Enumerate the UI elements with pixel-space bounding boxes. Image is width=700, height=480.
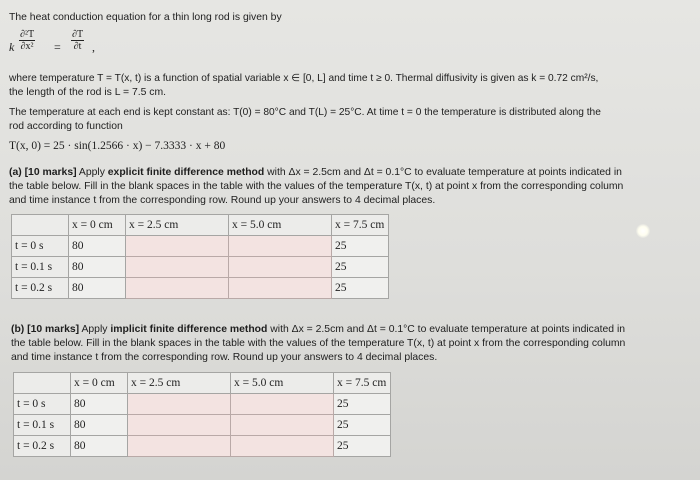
part-b-marks: (b) [10 marks]: [11, 324, 80, 335]
table-a-blank-cell[interactable]: [229, 236, 332, 257]
part-a-rest: with Δx = 2.5cm and Δt = 0.1°C to evaluate temperature at points indicated in: [264, 167, 622, 178]
part-b-rest: with Δx = 2.5cm and Δt = 0.1°C to evaluate temperature at points indicated in: [267, 324, 626, 335]
table-row: [14, 394, 391, 415]
table-b-blank-cell[interactable]: [128, 415, 231, 436]
equation-k: k: [9, 40, 15, 54]
table-row: [14, 415, 391, 436]
table-b-row-label: t = 0.1 s: [14, 415, 71, 436]
part-a-line-2: the table below. Fill in the blank spaces in the table with the values of the temperature T(x, t) at point x from the corresponding column: [9, 181, 624, 192]
definition-line-2: the length of the rod is L = 7.5 cm.: [9, 87, 167, 98]
table-b-row-label: t = 0.2 s: [14, 436, 71, 457]
table-a-corner: [12, 215, 69, 236]
table-a-cell-x0: 80: [69, 257, 126, 278]
part-a-method: explicit finite difference method: [107, 167, 265, 178]
part-b-line-2: the table below. Fill in the blank spaces in the table with the values of the temperature T(x, t) at point x from the corresponding column: [11, 338, 626, 349]
equation-comma: ,: [92, 40, 95, 54]
intro-text: The heat conduction equation for a thin long rod is given by: [9, 12, 282, 23]
equation-rhs-numerator: ∂T: [72, 29, 84, 40]
table-a-header-x0: x = 0 cm: [69, 215, 126, 236]
boundary-line-1: The temperature at each end is kept constant as: T(0) = 80°C and T(L) = 25°C. At time t = 0 the temperature is distributed along the: [9, 107, 601, 118]
table-b-cell-x75: 25: [334, 415, 391, 436]
table-b-blank-cell[interactable]: [128, 436, 231, 457]
table-b-cell-x0: 80: [71, 436, 128, 457]
table-b-corner: [14, 373, 71, 394]
initial-function: T(x, 0) = 25 · sin(1.2566 · x) − 7.3333 · x + 80: [9, 140, 226, 152]
table-a-cell-x75: 25: [332, 257, 389, 278]
table-row: [12, 257, 389, 278]
table-b-cell-x0: 80: [71, 415, 128, 436]
table-a-blank-cell[interactable]: [229, 257, 332, 278]
table-a-cell-x0: 80: [69, 236, 126, 257]
table-b-cell-x75: 25: [334, 436, 391, 457]
table-b-blank-cell[interactable]: [128, 394, 231, 415]
table-b-header-x50: x = 5.0 cm: [231, 373, 334, 394]
table-a-header-x50: x = 5.0 cm: [229, 215, 332, 236]
table-b-blank-cell[interactable]: [231, 394, 334, 415]
table-row: [12, 236, 389, 257]
table-row: [12, 278, 389, 299]
part-b-apply: Apply: [79, 324, 111, 335]
part-b-line-1: [11, 323, 625, 336]
table-b-header-row: [14, 373, 391, 394]
part-b-line-3: and time instance t from the corresponding row. Round up your answers to 4 decimal places.: [11, 352, 438, 363]
table-b-row-label: t = 0 s: [14, 394, 71, 415]
table-b-header-x75: x = 7.5 cm: [334, 373, 391, 394]
equation-equals: =: [54, 40, 61, 54]
equation-lhs-fraction: [19, 29, 35, 52]
light-glare: [636, 224, 650, 238]
table-a-cell-x75: 25: [332, 278, 389, 299]
table-a-cell-x75: 25: [332, 236, 389, 257]
table-b-cell-x0: 80: [71, 394, 128, 415]
table-a-cell-x0: 80: [69, 278, 126, 299]
part-b-method: implicit finite difference method: [110, 324, 268, 335]
equation-rhs-fraction: [71, 29, 84, 52]
table-a-row-label: t = 0.2 s: [12, 278, 69, 299]
table-a: [11, 214, 389, 299]
equation-lhs-numerator: ∂²T: [20, 29, 35, 40]
boundary-line-2: rod according to function: [9, 121, 123, 132]
part-a-line-1: [9, 166, 622, 179]
table-b: [13, 372, 391, 457]
part-a-line-3: and time instance t from the corresponding row. Round up your answers to 4 decimal places.: [9, 195, 436, 206]
part-a-marks: (a) [10 marks]: [9, 167, 77, 178]
table-row: [14, 436, 391, 457]
table-b-header-x25: x = 2.5 cm: [128, 373, 231, 394]
table-a-header-row: [12, 215, 389, 236]
table-b-header-x0: x = 0 cm: [71, 373, 128, 394]
equation-lhs-denominator: ∂x²: [20, 41, 34, 52]
table-a-header-x75: x = 7.5 cm: [332, 215, 389, 236]
part-a-apply: Apply: [76, 167, 108, 178]
table-a-header-x25: x = 2.5 cm: [126, 215, 229, 236]
table-b-blank-cell[interactable]: [231, 436, 334, 457]
table-a-blank-cell[interactable]: [126, 257, 229, 278]
table-a-row-label: t = 0.1 s: [12, 257, 69, 278]
table-b-blank-cell[interactable]: [231, 415, 334, 436]
table-a-blank-cell[interactable]: [126, 236, 229, 257]
table-a-row-label: t = 0 s: [12, 236, 69, 257]
table-b-cell-x75: 25: [334, 394, 391, 415]
equation-rhs-denominator: ∂t: [73, 41, 82, 52]
definition-line-1: where temperature T = T(x, t) is a function of spatial variable x ∈ [0, L] and time t ≥ 0. Thermal diffusivity is given as k = 0.72 cm²/s,: [9, 73, 599, 84]
table-a-blank-cell[interactable]: [229, 278, 332, 299]
table-a-blank-cell[interactable]: [126, 278, 229, 299]
